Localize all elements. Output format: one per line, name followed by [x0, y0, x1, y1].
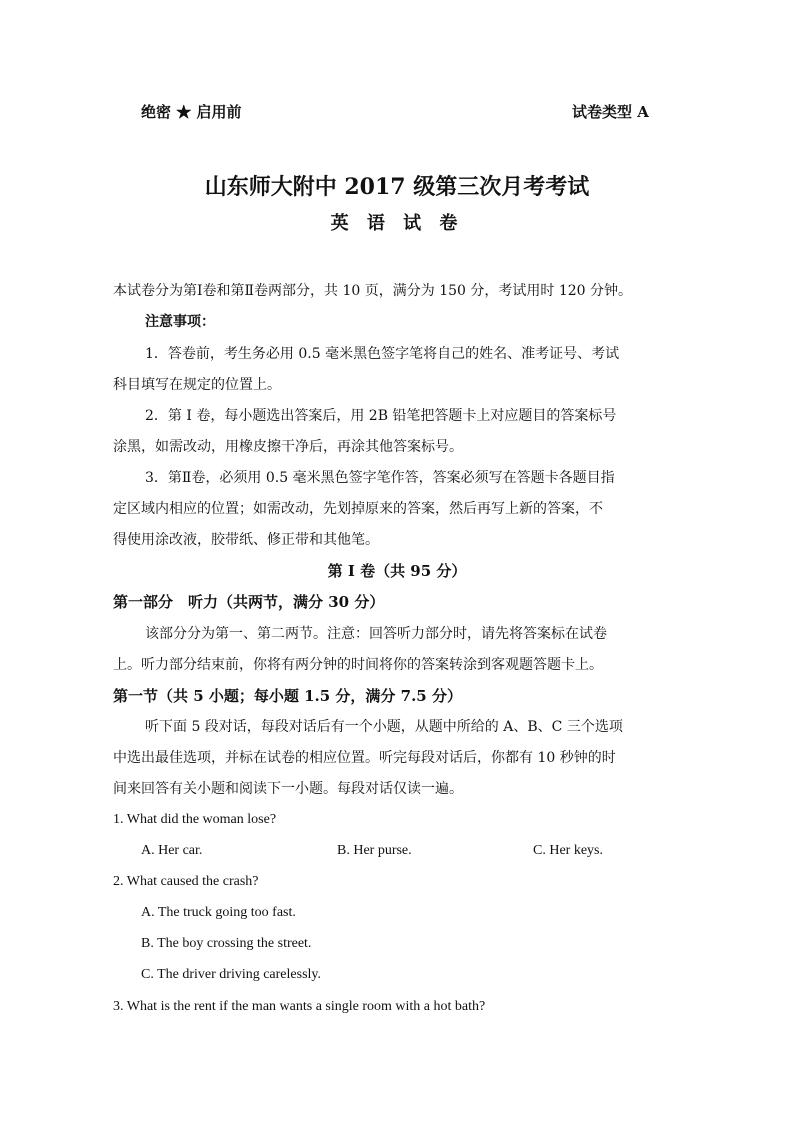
- question-2-option-c: C. The driver driving carelessly.: [141, 967, 322, 982]
- question-1-option-c: C. Her keys.: [533, 843, 603, 858]
- notes-heading: 注意事项：: [145, 314, 215, 330]
- section-1-desc-line-1: 听下面 5 段对话，每段对话后有一个小题，从题中所给的 A、B、C 三个选项: [145, 719, 623, 735]
- question-1-option-b: B. Her purse.: [337, 843, 412, 858]
- note-1-line-2: 科目填写在规定的位置上。: [113, 377, 281, 393]
- part-1-desc-line-1: 该部分分为第一、第二两节。注意：回答听力部分时，请先将答案标在试卷: [145, 626, 607, 642]
- note-2-line-1: 2．第 I 卷，每小题选出答案后，用 2B 铅笔把答题卡上对应题目的答案标号: [145, 408, 617, 424]
- part-1-desc-line-2: 上。听力部分结束前，你将有两分钟的时间将你的答案转涂到客观题答题卡上。: [113, 657, 603, 673]
- question-2-option-a: A. The truck going too fast.: [141, 905, 296, 920]
- question-2: 2. What caused the crash?: [113, 874, 259, 889]
- note-3-line-1: 3．第Ⅱ卷，必须用 0.5 毫米黑色签字笔作答，答案必须写在答题卡各题目指: [145, 470, 615, 486]
- volume-1-heading: 第 I 卷（共 95 分）: [327, 562, 467, 580]
- question-1: 1. What did the woman lose?: [113, 812, 277, 827]
- note-3-line-2: 定区域内相应的位置；如需改动，先划掉原来的答案，然后再写上新的答案，不: [113, 501, 603, 517]
- note-2-line-2: 涂黑，如需改动，用橡皮擦干净后，再涂其他答案标号。: [113, 439, 463, 455]
- section-1-heading: 第一节（共 5 小题；每小题 1.5 分，满分 7.5 分）: [113, 687, 462, 705]
- section-1-desc-line-3: 间来回答有关小题和阅读下一小题。每段对话仅读一遍。: [113, 781, 463, 797]
- section-1-desc-line-2: 中选出最佳选项，并标在试卷的相应位置。听完每段对话后，你都有 10 秒钟的时: [113, 750, 616, 766]
- question-2-option-b: B. The boy crossing the street.: [141, 936, 312, 951]
- part-1-heading: 第一部分 听力（共两节，满分 30 分）: [113, 593, 385, 611]
- question-3: 3. What is the rent if the man wants a single room with a hot bath?: [113, 999, 486, 1014]
- exam-title: 山东师大附中 2017 级第三次月考考试: [204, 174, 590, 200]
- confidential-label: 绝密 ★ 启用前: [141, 103, 242, 121]
- question-1-option-a: A. Her car.: [141, 843, 203, 858]
- note-1-line-1: 1．答卷前，考生务必用 0.5 毫米黑色签字笔将自己的姓名、准考证号、考试: [145, 346, 620, 362]
- paper-type-label: 试卷类型 A: [572, 103, 649, 121]
- exam-subtitle: 英 语 试 卷: [330, 213, 464, 234]
- intro-text: 本试卷分为第Ⅰ卷和第Ⅱ卷两部分，共 10 页，满分为 150 分，考试用时 120 分钟。: [113, 283, 633, 299]
- note-3-line-3: 得使用涂改液，胶带纸、修正带和其他笔。: [113, 532, 379, 548]
